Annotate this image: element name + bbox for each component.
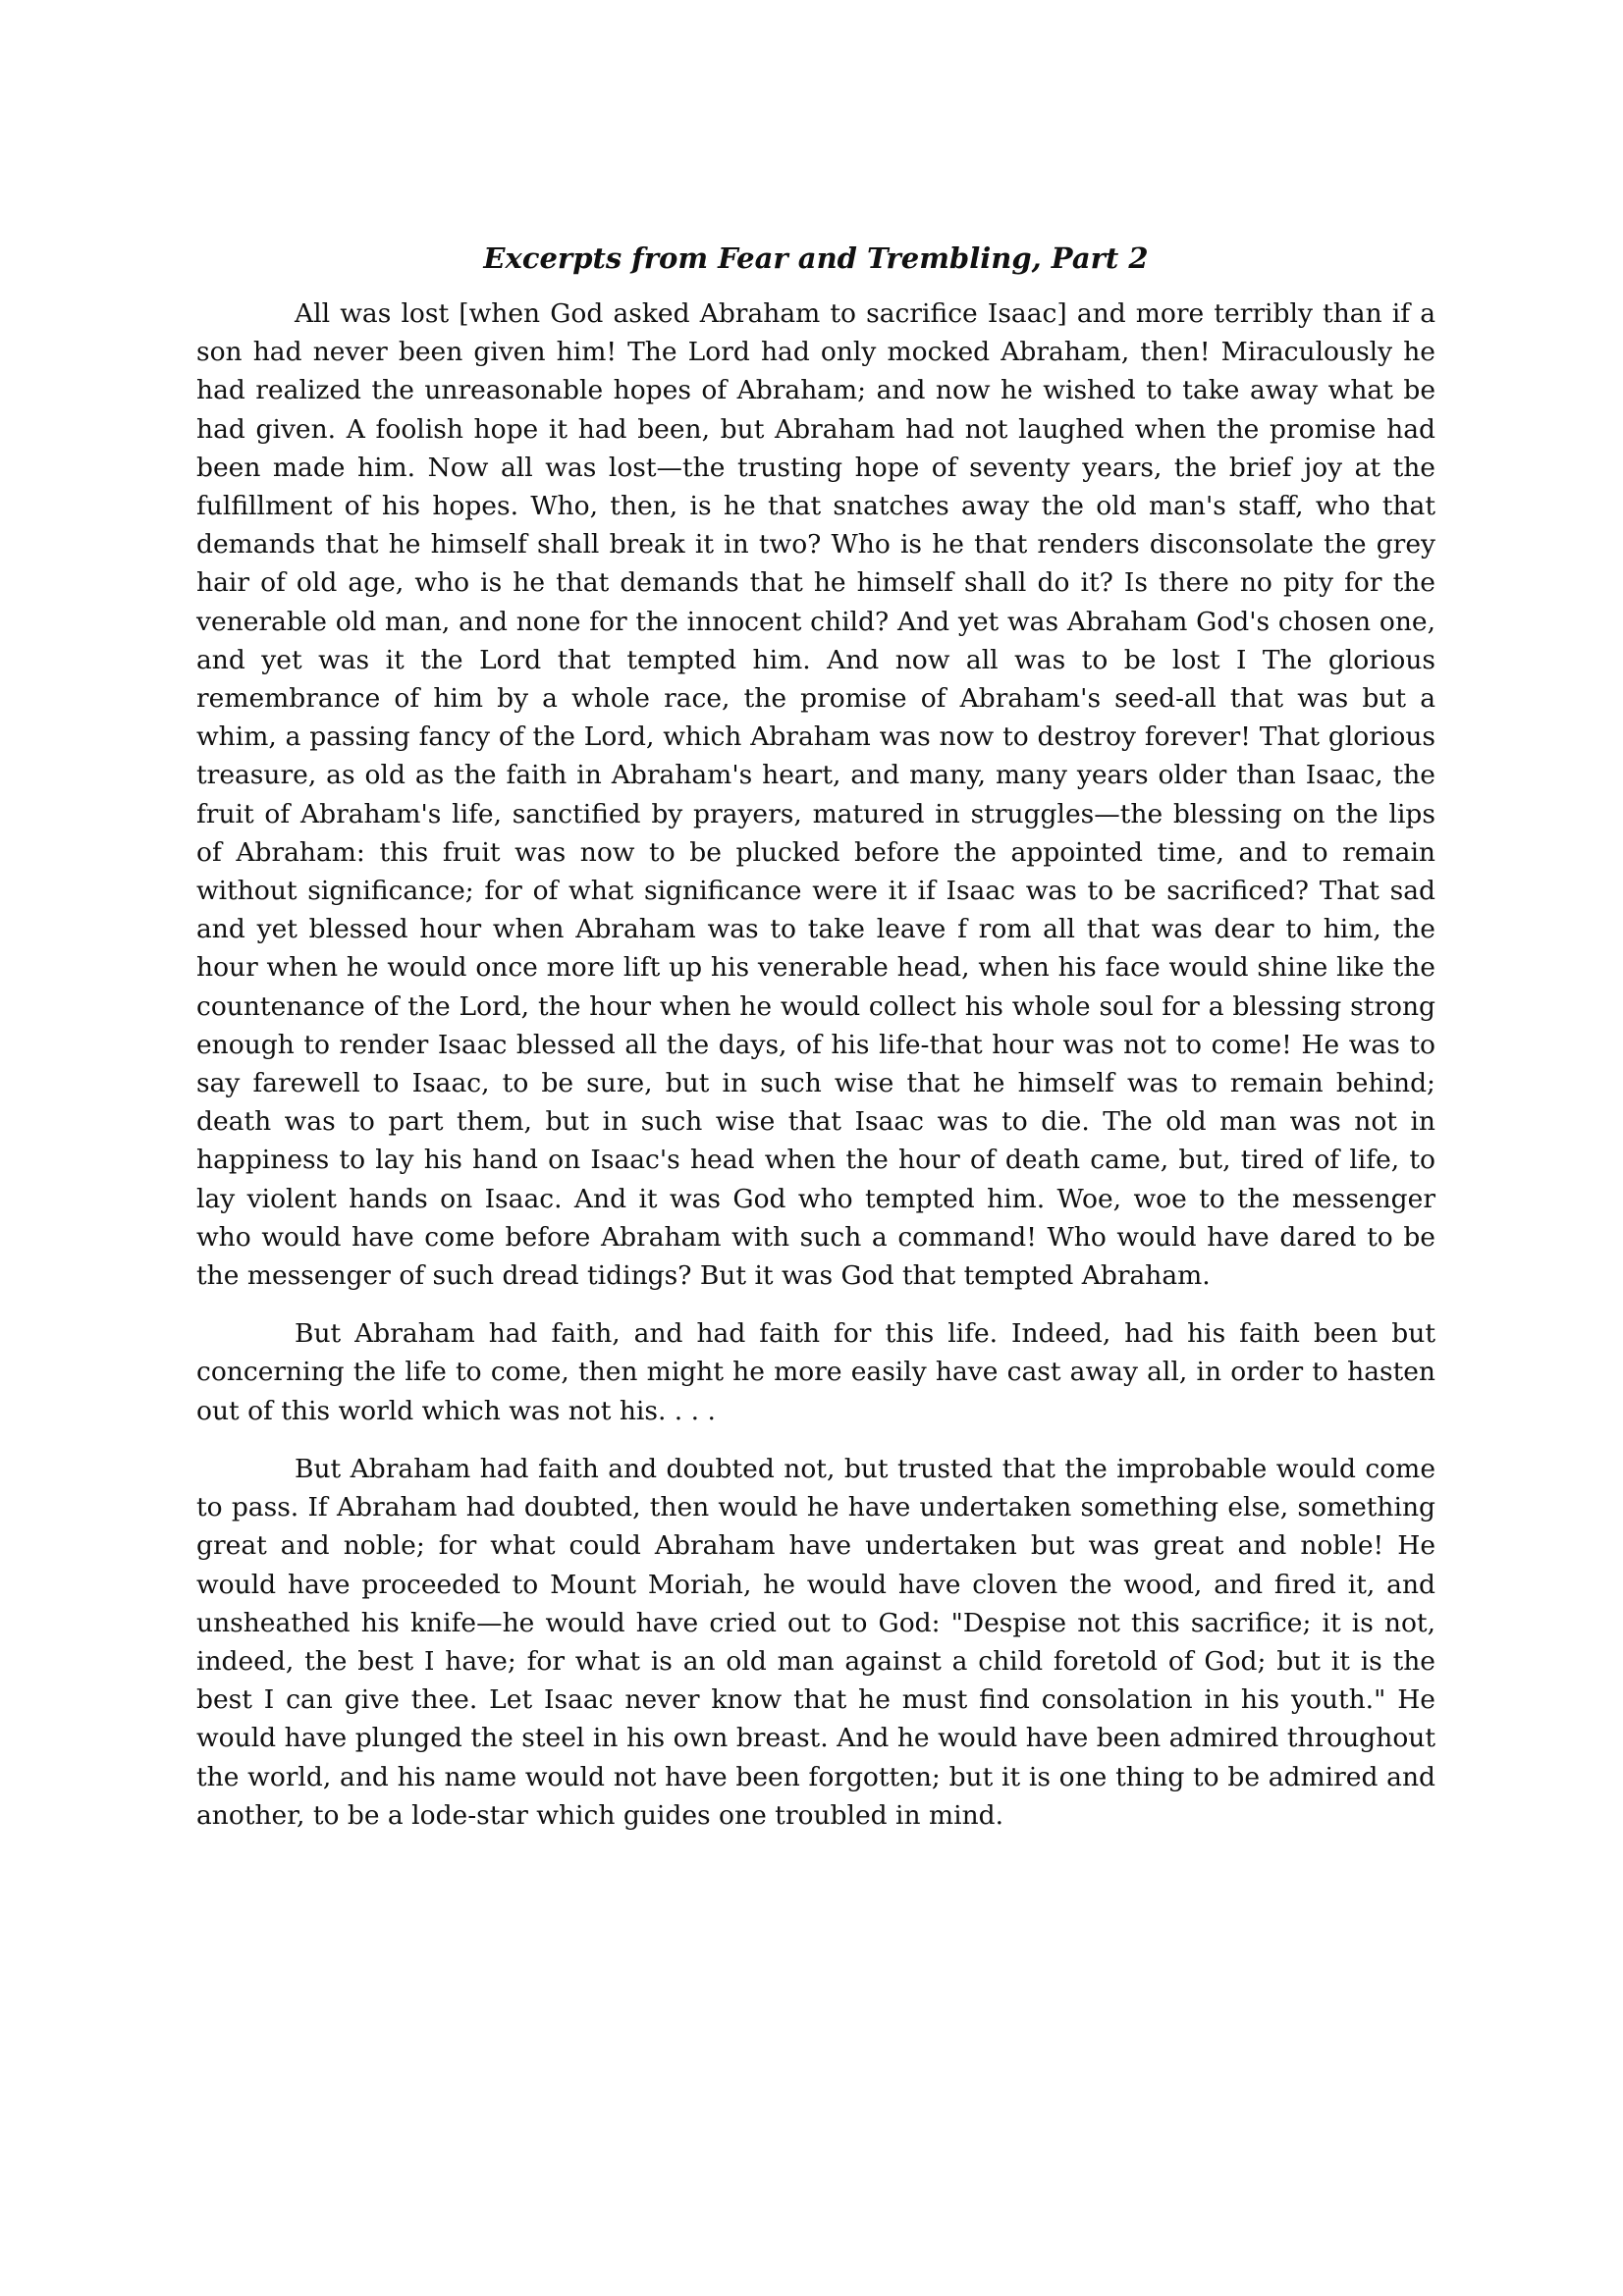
paragraph-3: But Abraham had faith and doubted not, but trusted that the improbable would come to pass. If Abraham had doubted, then would he have undertaken something else, something great and noble; for what could Abraham have undertaken but was great and noble! He would have proceeded to Mount Moriah, he would have cloven the wood, and fired it, and unsheathed his knife—he would have cried out to God: "Despise not this sacrifice; it is not, indeed, the best I have; for what is an old man against a child foretold of God; but it is the best I can give thee. Let Isaac never know that he must find consolation in his youth." He would have plunged the steel in his own breast. And he would have been admired throughout the world, and his name would not have been forgotten; but it is one thing to be admired and another, to be a lode-star which guides one troubled in mind.: [196, 1453, 1435, 1831]
document-title: Excerpts from Fear and Trembling, Part 2: [483, 241, 1149, 275]
paragraph-1: All was lost [when God asked Abraham to sacrifice Isaac] and more terribly than if a son had never been given him! The Lord had only mocked Abraham, then! Miraculously he had realized the unreasonable hopes of Abraham; and now he wished to take away what be had given. A foolish hope it had been, but Abraham had not laughed when the promise had been made him. Now all was lost—the trusting hope of seventy years, the brief joy at the fulfillment of his hopes. Who, then, is he that snatches away the old man's staff, who that demands that he himself shall break it in two? Who is he that renders disconsolate the grey hair of old age, who is he that demands that he himself shall do it? Is there no pity for the venerable old man, and none for the innocent child? And yet was Abraham God's chosen one, and yet was it the Lord that tempted him. And now all was to be lost I The glorious remembrance of him by a whole race, the promise of Abraham's seed-all that was but a whim, a passing fancy of the Lord, which Abraham was now to destroy forever! That glorious treasure, as old as the faith in Abraham's heart, and many, many years older than Isaac, the fruit of Abraham's life, sanctified by prayers, matured in struggles—the blessing on the lips of Abraham: this fruit was now to be plucked before the appointed time, and to remain without significance; for of what significance were it if Isaac was to be sacrificed? That sad and yet blessed hour when Abraham was to take leave f rom all that was dear to him, the hour when he would once more lift up his venerable head, when his face would shine like the countenance of the Lord, the hour when he would collect his whole soul for a blessing strong enough to render Isaac blessed all the days, of his life-that hour was not to come! He was to say farewell to Isaac, to be sure, but in such wise that he himself was to remain behind; death was to part them, but in such wise that Isaac was to die. The old man was not in happiness to lay his hand on Isaac's head when the hour of death came, but, tired of life, to lay violent hands on Isaac. And it was God who tempted him. Woe, woe to the messenger who would have come before Abraham with such a command! Who would have dared to be the messenger of such dread tidings? But it was God that tempted Abraham.: [196, 298, 1435, 1292]
paragraph-2: But Abraham had faith, and had faith for this life. Indeed, had his faith been but concerning the life to come, then might he more easily have cast away all, in order to hasten out of this world which was not his. . . .: [196, 1318, 1435, 1426]
document-page: [196, 241, 1435, 1854]
